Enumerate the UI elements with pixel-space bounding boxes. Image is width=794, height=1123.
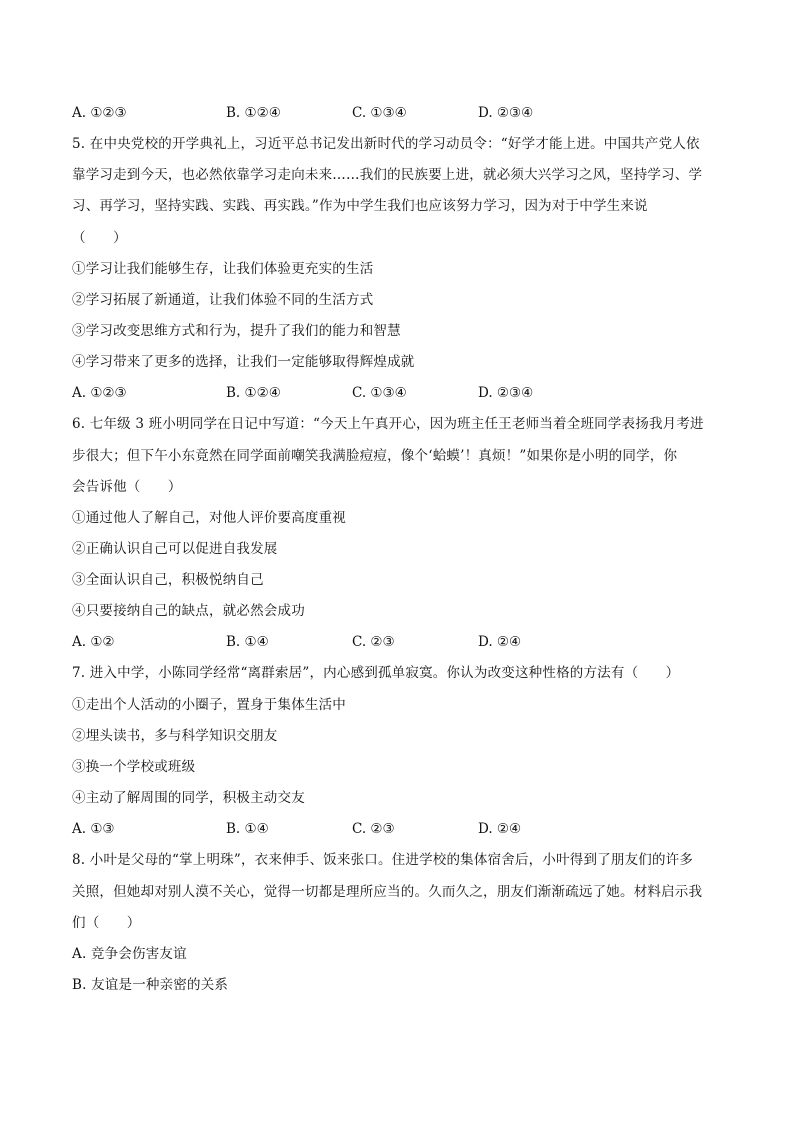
q5-option-c: C. ①③④	[352, 385, 407, 401]
q7-item-3: ③换一个学校或班级	[72, 759, 196, 775]
q4-option-b: B. ①②④	[226, 105, 281, 121]
q5-option-d: D. ②③④	[478, 385, 534, 401]
q7-option-c: C. ②③	[352, 821, 395, 837]
q6-stem-line: 步很大；但下午小东竟然在同学面前嘲笑我满脸痘痘，像个‘蛤蟆’！真烦！”如果你是小明的同学，你	[72, 448, 678, 464]
q5-option-b: B. ①②④	[226, 385, 281, 401]
q5-answer-blank: （ ）	[72, 230, 127, 246]
q8-stem-line: 8. 小叶是父母的“掌上明珠”，衣来伸手、饭来张口。住进学校的集体宿舍后，小叶得到了朋友们的许多	[72, 852, 694, 868]
q7-option-a: A. ①③	[72, 821, 115, 837]
q5-stem-line: 习、再学习，坚持实践、实践、再实践。”作为中学生我们也应该努力学习，因为对于中学生来说	[72, 198, 648, 214]
q7-option-b: B. ①④	[226, 821, 269, 837]
q4-option-d: D. ②③④	[478, 105, 534, 121]
q6-option-a: A. ①②	[72, 634, 115, 650]
q5-item-2: ②学习拓展了新通道，让我们体验不同的生活方式	[72, 292, 374, 308]
q8-option-b: B. 友谊是一种亲密的关系	[72, 977, 229, 993]
q6-stem-line: 会告诉他（ ）	[72, 479, 182, 495]
q5-item-1: ①学习让我们能够生存，让我们体验更充实的生活	[72, 261, 374, 277]
q7-item-1: ①走出个人活动的小圈子，置身于集体生活中	[72, 697, 346, 713]
q5-item-3: ③学习改变思维方式和行为，提升了我们的能力和智慧	[72, 323, 401, 339]
q6-option-b: B. ①④	[226, 634, 269, 650]
q6-item-4: ④只要接纳自己的缺点，就必然会成功	[72, 603, 305, 619]
q7-stem-line: 7. 进入中学，小陈同学经常“离群索居”，内心感到孤单寂寞。你认为改变这种性格的方法有（ ）	[72, 665, 680, 681]
q8-stem-line: 们（ ）	[72, 915, 141, 931]
q7-item-2: ②埋头读书，多与科学知识交朋友	[72, 728, 278, 744]
q7-option-d: D. ②④	[478, 821, 522, 837]
q8-stem-line: 关照，但她却对别人漠不关心，觉得一切都是理所应当的。久而久之，朋友们渐渐疏远了她。材料启示我	[72, 884, 703, 900]
q4-option-c: C. ①③④	[352, 105, 407, 121]
q5-item-4: ④学习带来了更多的选择，让我们一定能够取得辉煌成就	[72, 354, 415, 370]
q8-option-a: A. 竞争会伤害友谊	[72, 946, 187, 962]
q6-item-1: ①通过他人了解自己，对他人评价要高度重视	[72, 510, 346, 526]
q6-option-c: C. ②③	[352, 634, 395, 650]
q4-option-a: A. ①②③	[72, 105, 127, 121]
q5-stem-line: 靠学习走到今天，也必然依靠学习走向未来……我们的民族要上进，就必须大兴学习之风，坚持学习、学	[72, 167, 703, 183]
q6-item-3: ③全面认识自己，积极悦纳自己	[72, 572, 264, 588]
q5-option-a: A. ①②③	[72, 385, 127, 401]
q6-option-d: D. ②④	[478, 634, 522, 650]
q5-stem-line: 5. 在中央党校的开学典礼上，习近平总书记发出新时代的学习动员令：“好学才能上进。中国共产党人依	[72, 136, 700, 152]
q6-item-2: ②正确认识自己可以促进自我发展	[72, 541, 278, 557]
q7-item-4: ④主动了解周围的同学，积极主动交友	[72, 790, 305, 806]
q6-stem-line: 6. 七年级 3 班小明同学在日记中写道：“今天上午真开心，因为班主任王老师当着全班同学表扬我月考进	[72, 416, 704, 432]
